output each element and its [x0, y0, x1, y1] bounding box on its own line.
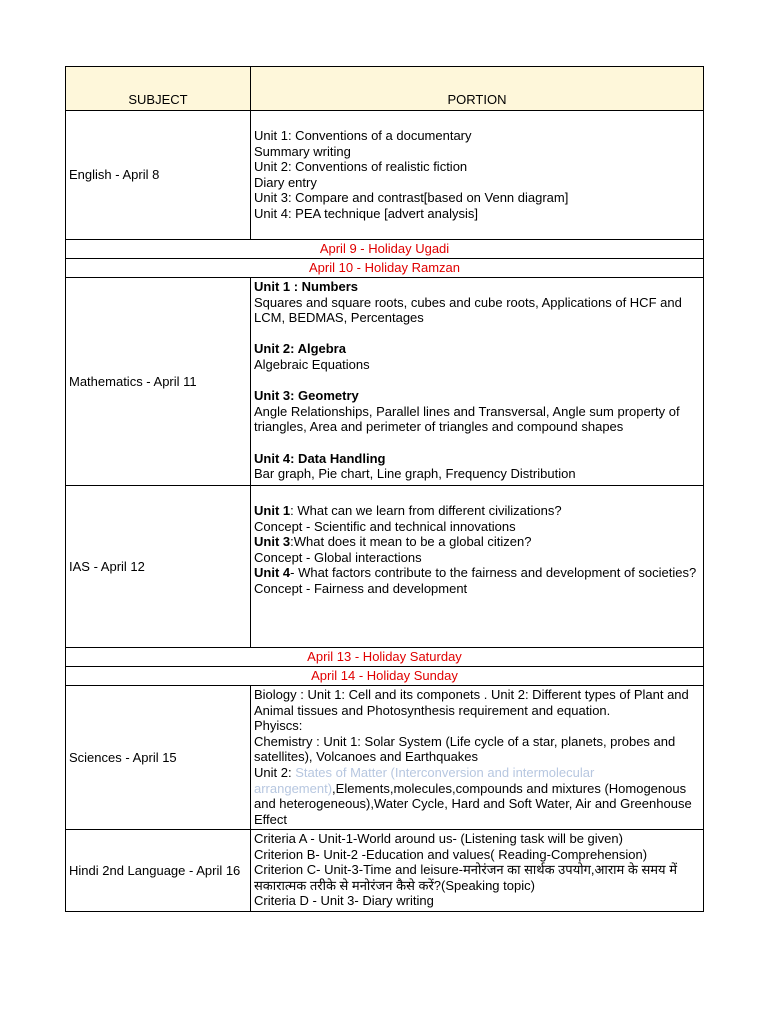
holiday-row	[66, 259, 704, 278]
unit-question: : What can we learn from different civilizations?	[290, 503, 562, 518]
unit-text: Algebraic Equations	[254, 356, 370, 372]
physics-text: Phyiscs:	[254, 718, 303, 734]
unit-title: Unit 2: Algebra	[254, 341, 346, 357]
unit-question: :What does it mean to be a global citizen?	[290, 534, 532, 550]
portion-line: Summary writing	[254, 143, 351, 159]
portion-ias	[251, 486, 704, 648]
unit-text: Angle Relationships, Parallel lines and Transversal, Angle sum property of triangles, Area and perimeter of triangles and compound shapes	[254, 403, 680, 435]
unit-text: Squares and square roots, cubes and cube roots, Applications of HCF and LCM, BEDMAS, Percentages	[254, 294, 682, 326]
table-row-mathematics	[66, 278, 704, 486]
unit-label: Unit 3	[254, 534, 291, 550]
portion-line: Unit 2: Conventions of realistic fiction	[254, 159, 468, 175]
unit2-prefix: Unit 2:	[254, 764, 296, 780]
portion-header: PORTION	[251, 67, 704, 111]
subject-sciences: Sciences - April 15	[66, 686, 251, 830]
portion-sciences	[251, 686, 704, 830]
subject-header: SUBJECT	[66, 67, 251, 111]
holiday-row	[66, 648, 704, 667]
unit-title: Unit 1 : Numbers	[254, 279, 359, 294]
table-header-row	[66, 67, 704, 111]
portion-mathematics	[251, 278, 704, 486]
portion-line: Unit 3: Compare and contrast[based on Venn diagram]	[254, 190, 569, 206]
unit-label: Unit 1	[254, 503, 291, 518]
criteria-c: Criterion C- Unit-3-Time and leisure-मनोरंजन का सार्थक उपयोग,आराम के समय में सकारात्मक तरीके से मनोरंजन कैसे करें?(Speaking topic)	[254, 862, 677, 893]
subject-mathematics: Mathematics - April 11	[66, 278, 251, 486]
table-row-sciences	[66, 686, 704, 830]
unit2-rest: ,Elements,molecules,compounds and mixtures (Homogenous and heterogeneous),Water Cycle, Hard and Soft Water, Air and Greenhouse Effect	[254, 780, 692, 827]
portion-line: Diary entry	[254, 174, 317, 190]
subject-ias: IAS - April 12	[66, 486, 251, 648]
concept-line: Concept - Global interactions	[254, 549, 422, 565]
table-row-english	[66, 111, 704, 240]
portion-line: Unit 4: PEA technique [advert analysis]	[254, 205, 479, 221]
portion-english	[251, 111, 704, 240]
unit-text: Bar graph, Pie chart, Line graph, Frequency Distribution	[254, 466, 576, 482]
exam-portion-table	[65, 66, 704, 912]
table-row-ias	[66, 486, 704, 648]
biology-text: Biology : Unit 1: Cell and its componets . Unit 2: Different types of Plant and Animal tissues and Photosynthesis requirement and equation.	[254, 687, 689, 718]
unit-title: Unit 4: Data Handling	[254, 450, 386, 466]
holiday-ugadi: April 9 - Holiday Ugadi	[66, 240, 704, 259]
holiday-row	[66, 240, 704, 259]
subject-hindi: Hindi 2nd Language - April 16	[66, 830, 251, 912]
portion-hindi	[251, 830, 704, 912]
concept-line: Concept - Scientific and technical innovations	[254, 518, 516, 534]
chemistry-text: Chemistry : Unit 1: Solar System (Life cycle of a star, planets, probes and satellites), Volcanoes and Earthquakes	[254, 733, 676, 765]
portion-line: Unit 1: Conventions of a documentary	[254, 128, 472, 143]
criteria-b: Criterion B- Unit-2 -Education and values( Reading-Comprehension)	[254, 846, 648, 862]
holiday-sunday: April 14 - Holiday Sunday	[66, 667, 704, 686]
holiday-saturday: April 13 - Holiday Saturday	[66, 648, 704, 667]
unit-title: Unit 3: Geometry	[254, 388, 359, 404]
holiday-row	[66, 667, 704, 686]
table-row-hindi	[66, 830, 704, 912]
subject-english: English - April 8	[66, 111, 251, 240]
unit-question: - What factors contribute to the fairness and development of societies?	[290, 565, 697, 581]
criteria-d: Criteria D - Unit 3- Diary writing	[254, 893, 434, 909]
concept-line: Concept - Fairness and development	[254, 580, 468, 596]
holiday-ramzan: April 10 - Holiday Ramzan	[66, 259, 704, 278]
unit-label: Unit 4	[254, 565, 291, 581]
unit2-faint-text: States of Matter (Interconversion and intermolecular arrangement)	[254, 764, 595, 796]
criteria-a: Criteria A - Unit-1-World around us- (Listening task will be given)	[254, 831, 623, 846]
